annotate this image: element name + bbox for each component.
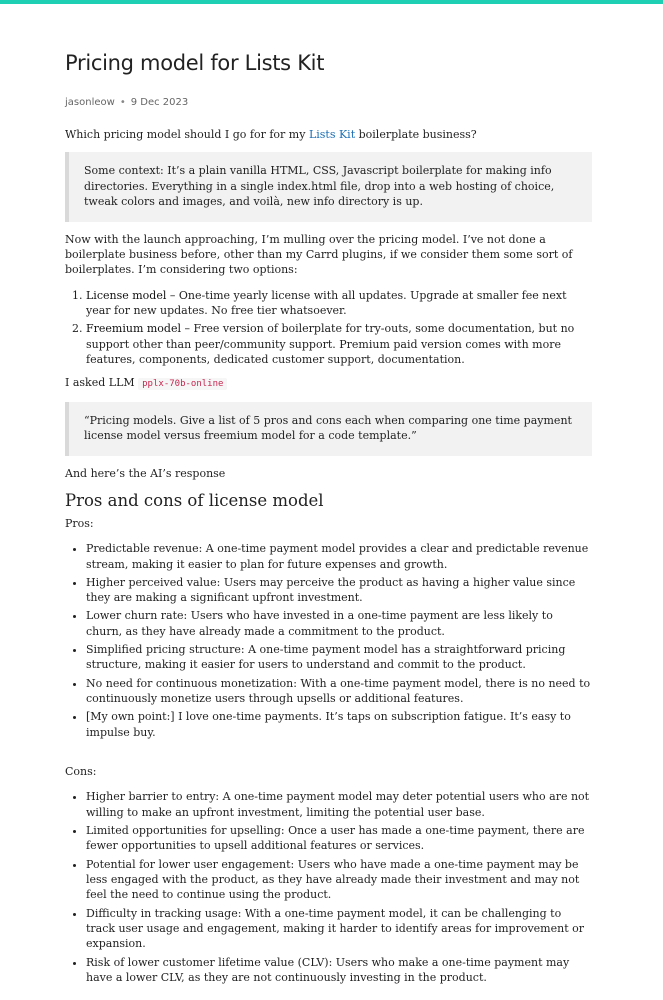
list-item: • Higher perceived value: Users may perceive the product as having a higher value since they are making a significant upfront investment. (86, 575, 592, 606)
asked-paragraph: I asked LLM pplx-70b-online (65, 375, 592, 392)
list-item (86, 288, 592, 319)
list-item: • Lower churn rate: Users who have invested in a one-time payment are less likely to churn, as they have already made a commitment to the product. (86, 608, 592, 639)
list-item: • Simplified pricing structure: A one-time payment model has a straightforward pricing structure, making it easier for users to understand and commit to the product. (86, 642, 592, 673)
cons-list (65, 789, 592, 985)
list-item: • Risk of lower customer lifetime value (CLV): Users who make a one-time payment may have a lower CLV, as they are not continuously investing in the product. (86, 955, 592, 986)
list-item: • No need for continuous monetization: With a one-time payment model, there is no need to continuously monetize users through upsells or additional features. (86, 676, 592, 707)
launch-paragraph: Now with the launch approaching, I’m mulling over the pricing model. I’ve not done a boilerplate business before, other than my Carrd plugins, if we consider them some sort of boilerplates. I’m considering two options: (65, 232, 573, 277)
option-desc: – One-time yearly license with all updates. Upgrade at smaller fee next year for new updates. No free tier whatsoever. (86, 288, 567, 318)
top-accent-bar (0, 0, 663, 4)
intro-paragraph: Which pricing model should I go for for my Lists Kit boilerplate business? (65, 128, 477, 141)
list-item: • Difficulty in tracking usage: With a one-time payment model, it can be challenging to track user usage and engagement, making it harder to identify areas for improvement or expansion. (86, 906, 592, 952)
cons-label: Cons: (65, 764, 97, 778)
lists-kit-link[interactable]: Lists Kit (308, 128, 356, 141)
meta-separator: • (119, 97, 126, 108)
pros-label: Pros: (65, 516, 94, 530)
model-code: pplx-70b-online (138, 378, 227, 390)
option-name: Freemium model (86, 322, 181, 336)
section-heading: Pros and cons of license model (65, 491, 324, 511)
list-item: • [My own point:] I love one-time payments. It’s taps on subscription fatigue. It’s easy to impulse buy. (86, 709, 592, 740)
context-blockquote (65, 152, 592, 221)
option-desc: – Free version of boilerplate for try-outs, some documentation, but no support other than peer/community support. Premium paid version comes with more features, components, dedicated customer support, documentation. (86, 322, 575, 367)
prompt-blockquote (65, 402, 592, 456)
pros-list (65, 541, 592, 740)
context-quote-text: Some context: It’s a plain vanilla HTML, CSS, Javascript boilerplate for making info directories. Everything in a single index.html file, drop into a web hosting of choice, tweak colors and images, and voilà, new info directory is up. (84, 164, 555, 209)
post-date: 9 Dec 2023 (130, 97, 189, 108)
prompt-quote-text: “Pricing models. Give a list of 5 pros and cons each when comparing one time payment license model versus freemium model for a code template.” (84, 414, 572, 443)
options-list (65, 288, 592, 368)
article-body (65, 127, 592, 988)
response-intro: And here’s the AI’s response (65, 466, 226, 480)
list-item: • Limited opportunities for upselling: Once a user has made a one-time payment, there are fewer opportunities to upsell additional features or services. (86, 823, 592, 854)
list-item (86, 321, 592, 367)
list-item: • Potential for lower user engagement: Users who have made a one-time payment may be less engaged with the product, as they have already made their investment and may not feel the need to continue using the product. (86, 857, 592, 903)
option-name: License model (86, 288, 167, 302)
post-meta (65, 97, 188, 108)
list-item: • Predictable revenue: A one-time payment model provides a clear and predictable revenue stream, making it easier to plan for future expenses and growth. (86, 541, 592, 572)
list-item: • Higher barrier to entry: A one-time payment model may deter potential users who are not willing to make an upfront investment, limiting the potential user base. (86, 789, 592, 820)
author-link[interactable]: jasonleow (65, 97, 115, 108)
page-title: Pricing model for Lists Kit (65, 51, 325, 75)
